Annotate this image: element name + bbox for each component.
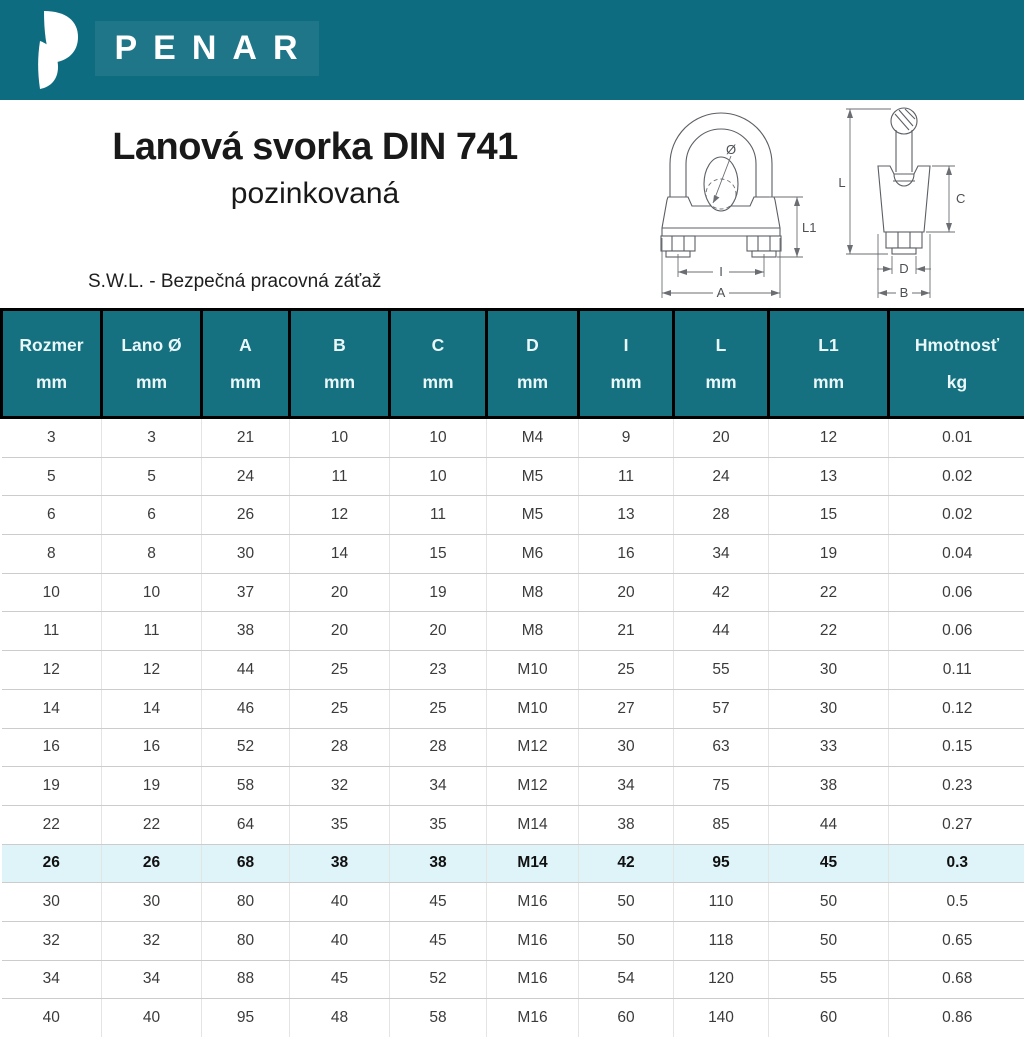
table-cell: M8 bbox=[487, 573, 579, 612]
table-row bbox=[2, 573, 1024, 612]
logo-text-box bbox=[95, 21, 319, 76]
table-cell: 30 bbox=[579, 728, 674, 767]
table-cell: 80 bbox=[202, 883, 290, 922]
top-banner bbox=[0, 0, 1024, 100]
table-cell: 0.15 bbox=[889, 728, 1024, 767]
table-cell: 34 bbox=[674, 535, 769, 574]
table-cell: 24 bbox=[674, 457, 769, 496]
table-cell: 45 bbox=[390, 883, 487, 922]
table-row bbox=[2, 960, 1024, 999]
table-cell: 32 bbox=[102, 921, 202, 960]
table-cell: 38 bbox=[579, 805, 674, 844]
table-cell: 20 bbox=[290, 573, 390, 612]
table-cell: 50 bbox=[579, 921, 674, 960]
column-header: A mm bbox=[202, 310, 290, 418]
table-row bbox=[2, 844, 1024, 883]
table-cell: 8 bbox=[102, 535, 202, 574]
table-cell: 22 bbox=[769, 573, 889, 612]
table-cell: 50 bbox=[769, 921, 889, 960]
table-cell: 16 bbox=[102, 728, 202, 767]
table-row bbox=[2, 457, 1024, 496]
table-cell: 40 bbox=[290, 921, 390, 960]
table-cell: 26 bbox=[102, 844, 202, 883]
table-cell: 0.02 bbox=[889, 496, 1024, 535]
column-header: D mm bbox=[487, 310, 579, 418]
column-header: L1 mm bbox=[769, 310, 889, 418]
table-cell: 45 bbox=[390, 921, 487, 960]
table-cell: 57 bbox=[674, 689, 769, 728]
table-cell: 0.86 bbox=[889, 999, 1024, 1037]
table-cell: 44 bbox=[674, 612, 769, 651]
table-cell: 55 bbox=[769, 960, 889, 999]
table-cell: 45 bbox=[769, 844, 889, 883]
table-cell: 28 bbox=[674, 496, 769, 535]
table-cell: 34 bbox=[102, 960, 202, 999]
table-cell: 0.65 bbox=[889, 921, 1024, 960]
table-cell: 8 bbox=[2, 535, 102, 574]
table-cell: 140 bbox=[674, 999, 769, 1037]
table-cell: 32 bbox=[290, 767, 390, 806]
table-cell: 60 bbox=[769, 999, 889, 1037]
table-cell: 12 bbox=[102, 651, 202, 690]
table-cell: M16 bbox=[487, 883, 579, 922]
table-cell: 0.5 bbox=[889, 883, 1024, 922]
table-cell: 20 bbox=[290, 612, 390, 651]
table-cell: 0.68 bbox=[889, 960, 1024, 999]
dim-label-a: A bbox=[717, 285, 726, 300]
table-cell: 40 bbox=[102, 999, 202, 1037]
table-row bbox=[2, 612, 1024, 651]
table-cell: 55 bbox=[674, 651, 769, 690]
table-cell: 54 bbox=[579, 960, 674, 999]
table-cell: 30 bbox=[102, 883, 202, 922]
table-cell: 58 bbox=[202, 767, 290, 806]
table-cell: 21 bbox=[202, 418, 290, 458]
table-cell: 60 bbox=[579, 999, 674, 1037]
table-cell: 34 bbox=[390, 767, 487, 806]
table-cell: 14 bbox=[2, 689, 102, 728]
table-cell: 0.01 bbox=[889, 418, 1024, 458]
table-cell: 11 bbox=[579, 457, 674, 496]
dim-label-d: D bbox=[899, 261, 908, 276]
dim-label-l: L bbox=[838, 175, 845, 190]
table-cell: 16 bbox=[579, 535, 674, 574]
table-cell: 0.02 bbox=[889, 457, 1024, 496]
page-title: Lanová svorka DIN 741 bbox=[50, 126, 580, 169]
table-cell: 118 bbox=[674, 921, 769, 960]
table-cell: 13 bbox=[579, 496, 674, 535]
dim-label-i: I bbox=[719, 264, 723, 279]
table-cell: 52 bbox=[390, 960, 487, 999]
technical-drawing bbox=[656, 102, 1024, 304]
table-cell: 10 bbox=[102, 573, 202, 612]
table-cell: 63 bbox=[674, 728, 769, 767]
swl-note: S.W.L. - Bezpečná pracovná záťaž bbox=[88, 271, 381, 293]
table-cell: 50 bbox=[579, 883, 674, 922]
table-cell: 21 bbox=[579, 612, 674, 651]
table-cell: 0.12 bbox=[889, 689, 1024, 728]
table-cell: 44 bbox=[769, 805, 889, 844]
table-cell: 42 bbox=[674, 573, 769, 612]
table-cell: 58 bbox=[390, 999, 487, 1037]
table-cell: 30 bbox=[2, 883, 102, 922]
table-cell: 22 bbox=[102, 805, 202, 844]
table-cell: 11 bbox=[102, 612, 202, 651]
table-cell: 22 bbox=[2, 805, 102, 844]
table-cell: 25 bbox=[390, 689, 487, 728]
table-row bbox=[2, 999, 1024, 1037]
table-cell: 38 bbox=[390, 844, 487, 883]
table-cell: 25 bbox=[290, 651, 390, 690]
table-cell: 11 bbox=[390, 496, 487, 535]
table-cell: M5 bbox=[487, 457, 579, 496]
table-cell: M8 bbox=[487, 612, 579, 651]
table-cell: 3 bbox=[2, 418, 102, 458]
table-cell: 5 bbox=[102, 457, 202, 496]
table-cell: 14 bbox=[102, 689, 202, 728]
table-cell: 46 bbox=[202, 689, 290, 728]
table-cell: 13 bbox=[769, 457, 889, 496]
table-cell: M16 bbox=[487, 999, 579, 1037]
table-row bbox=[2, 689, 1024, 728]
table-cell: 20 bbox=[674, 418, 769, 458]
table-cell: 44 bbox=[202, 651, 290, 690]
dim-label-diameter: Ø bbox=[726, 142, 736, 157]
table-cell: 11 bbox=[290, 457, 390, 496]
brand-name: PENAR bbox=[100, 29, 313, 68]
table-cell: M14 bbox=[487, 805, 579, 844]
table-cell: 50 bbox=[769, 883, 889, 922]
table-cell: 38 bbox=[769, 767, 889, 806]
table-cell: 25 bbox=[579, 651, 674, 690]
table-cell: 20 bbox=[390, 612, 487, 651]
table-cell: 6 bbox=[102, 496, 202, 535]
table-cell: 95 bbox=[674, 844, 769, 883]
column-header: Rozmer mm bbox=[2, 310, 102, 418]
column-header: Lano Ø mm bbox=[102, 310, 202, 418]
table-cell: 52 bbox=[202, 728, 290, 767]
table-cell: 28 bbox=[390, 728, 487, 767]
table-cell: 42 bbox=[579, 844, 674, 883]
table-cell: 19 bbox=[102, 767, 202, 806]
table-cell: 27 bbox=[579, 689, 674, 728]
table-cell: 3 bbox=[102, 418, 202, 458]
table-cell: 85 bbox=[674, 805, 769, 844]
table-cell: 35 bbox=[290, 805, 390, 844]
table-cell: M12 bbox=[487, 728, 579, 767]
table-cell: 20 bbox=[579, 573, 674, 612]
table-cell: 0.23 bbox=[889, 767, 1024, 806]
table-cell: 88 bbox=[202, 960, 290, 999]
column-header: I mm bbox=[579, 310, 674, 418]
table-cell: 28 bbox=[290, 728, 390, 767]
table-cell: 12 bbox=[769, 418, 889, 458]
table-cell: 34 bbox=[2, 960, 102, 999]
table-cell: 0.11 bbox=[889, 651, 1024, 690]
table-cell: 40 bbox=[290, 883, 390, 922]
table-cell: 32 bbox=[2, 921, 102, 960]
table-cell: 48 bbox=[290, 999, 390, 1037]
table-cell: 30 bbox=[202, 535, 290, 574]
table-cell: 0.04 bbox=[889, 535, 1024, 574]
table-cell: 0.06 bbox=[889, 573, 1024, 612]
table-cell: 30 bbox=[769, 689, 889, 728]
table-cell: 0.3 bbox=[889, 844, 1024, 883]
table-cell: 0.27 bbox=[889, 805, 1024, 844]
table-row bbox=[2, 805, 1024, 844]
table-cell: 0.06 bbox=[889, 612, 1024, 651]
dim-label-b: B bbox=[900, 285, 909, 300]
table-cell: 35 bbox=[390, 805, 487, 844]
wire-rope-clamp-diagram-icon bbox=[656, 102, 1024, 304]
table-cell: 19 bbox=[2, 767, 102, 806]
table-cell: 120 bbox=[674, 960, 769, 999]
table-cell: 25 bbox=[290, 689, 390, 728]
table-cell: 38 bbox=[202, 612, 290, 651]
table-cell: 15 bbox=[769, 496, 889, 535]
table-cell: 10 bbox=[2, 573, 102, 612]
table-cell: 12 bbox=[2, 651, 102, 690]
dim-label-c: C bbox=[956, 191, 965, 206]
product-header bbox=[50, 126, 580, 211]
table-cell: 38 bbox=[290, 844, 390, 883]
table-cell: 64 bbox=[202, 805, 290, 844]
table-cell: 10 bbox=[390, 457, 487, 496]
table-cell: 110 bbox=[674, 883, 769, 922]
table-cell: 19 bbox=[769, 535, 889, 574]
table-cell: 15 bbox=[390, 535, 487, 574]
penar-logo-icon bbox=[22, 9, 80, 91]
table-cell: 10 bbox=[390, 418, 487, 458]
table-cell: M6 bbox=[487, 535, 579, 574]
table-cell: M16 bbox=[487, 960, 579, 999]
table-cell: M10 bbox=[487, 651, 579, 690]
table-cell: 45 bbox=[290, 960, 390, 999]
table-row bbox=[2, 883, 1024, 922]
table-cell: 22 bbox=[769, 612, 889, 651]
table-cell: 37 bbox=[202, 573, 290, 612]
spec-table bbox=[0, 308, 1024, 1037]
table-cell: M16 bbox=[487, 921, 579, 960]
table-cell: 5 bbox=[2, 457, 102, 496]
table-row bbox=[2, 496, 1024, 535]
table-cell: 30 bbox=[769, 651, 889, 690]
page-subtitle: pozinkovaná bbox=[50, 177, 580, 211]
table-cell: M10 bbox=[487, 689, 579, 728]
table-cell: 80 bbox=[202, 921, 290, 960]
table-cell: 14 bbox=[290, 535, 390, 574]
table-cell: 11 bbox=[2, 612, 102, 651]
table-row bbox=[2, 728, 1024, 767]
table-cell: 19 bbox=[390, 573, 487, 612]
table-cell: 10 bbox=[290, 418, 390, 458]
table-cell: 16 bbox=[2, 728, 102, 767]
table-cell: 34 bbox=[579, 767, 674, 806]
table-cell: 40 bbox=[2, 999, 102, 1037]
column-header: L mm bbox=[674, 310, 769, 418]
table-cell: 6 bbox=[2, 496, 102, 535]
table-cell: 23 bbox=[390, 651, 487, 690]
table-row bbox=[2, 535, 1024, 574]
table-cell: 33 bbox=[769, 728, 889, 767]
table-cell: 9 bbox=[579, 418, 674, 458]
table-header bbox=[2, 310, 1024, 418]
table-row bbox=[2, 651, 1024, 690]
dim-label-l1: L1 bbox=[802, 220, 816, 235]
table-cell: 68 bbox=[202, 844, 290, 883]
column-header: C mm bbox=[390, 310, 487, 418]
table-cell: 26 bbox=[202, 496, 290, 535]
column-header: B mm bbox=[290, 310, 390, 418]
table-cell: M12 bbox=[487, 767, 579, 806]
column-header: Hmotnosť kg bbox=[889, 310, 1024, 418]
table-cell: M5 bbox=[487, 496, 579, 535]
table-cell: 26 bbox=[2, 844, 102, 883]
table-cell: 75 bbox=[674, 767, 769, 806]
table-cell: M14 bbox=[487, 844, 579, 883]
table-row bbox=[2, 767, 1024, 806]
table-cell: 24 bbox=[202, 457, 290, 496]
table-row bbox=[2, 418, 1024, 458]
table-cell: 95 bbox=[202, 999, 290, 1037]
table-cell: M4 bbox=[487, 418, 579, 458]
table-cell: 12 bbox=[290, 496, 390, 535]
table-row bbox=[2, 921, 1024, 960]
